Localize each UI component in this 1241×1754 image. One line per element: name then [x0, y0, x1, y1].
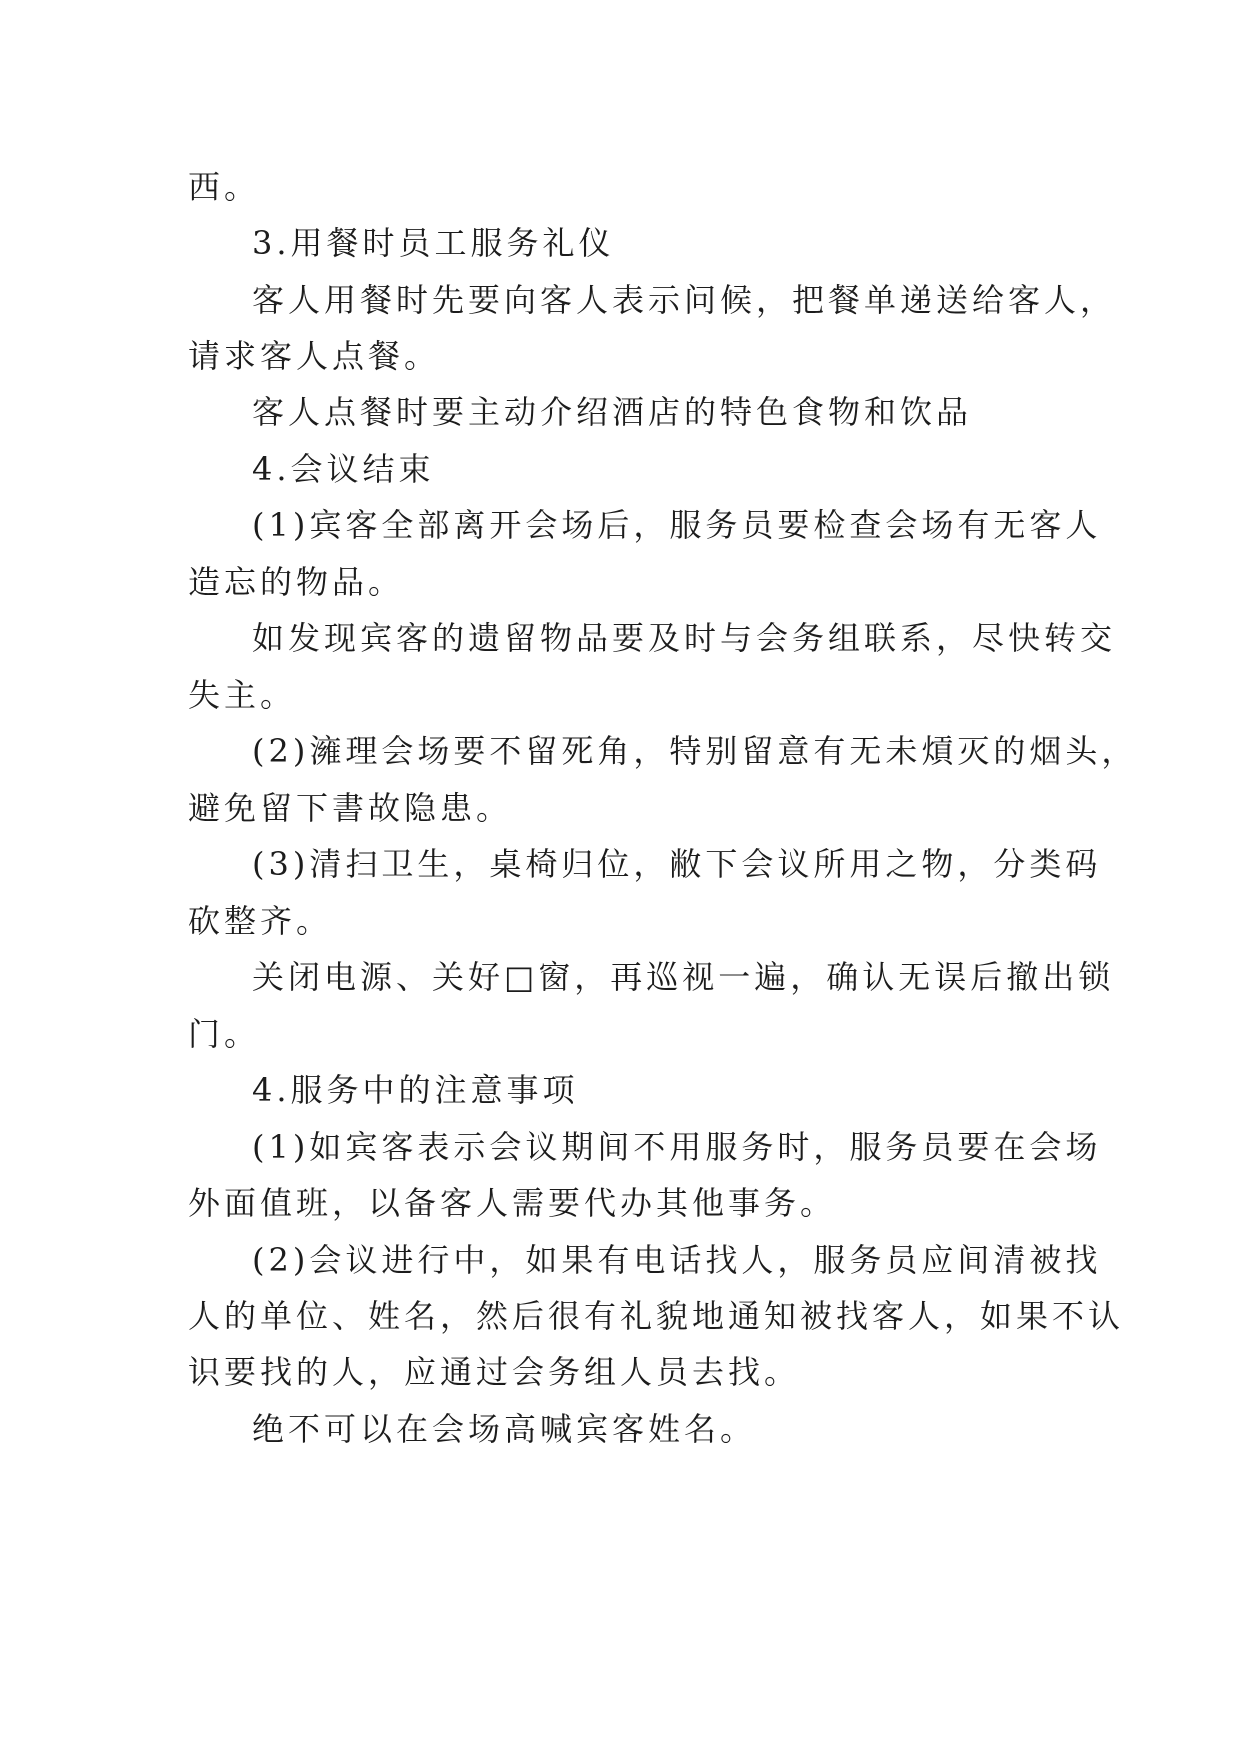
list-item-line: 造忘的物品。 — [188, 563, 405, 601]
list-item-line: 识要找的人，应通过会务组人员去找。 — [188, 1353, 801, 1391]
paragraph-line: 如发现宾客的遗留物品要及时与会务组联系，尽快转交 — [252, 619, 1117, 657]
list-item-line: 避免留下書故隐患。 — [188, 789, 513, 827]
list-item-line: (1)宾客全部离开会场后，服务员要检查会场有无客人 — [252, 506, 1102, 544]
paragraph-line: 门。 — [188, 1015, 261, 1053]
list-item-line: 砍整齐。 — [188, 902, 333, 940]
list-item-line: (1)如宾客表示会议期间不用服务时，服务员要在会场 — [252, 1128, 1102, 1166]
paragraph-line: 请求客人点餐。 — [188, 337, 441, 375]
paragraph-line: 失主。 — [188, 676, 297, 714]
section-heading: 4.会议结束 — [252, 450, 435, 488]
list-item-line: 人的单位、姓名，然后很有礼貌地通知被找客人，如果不认 — [188, 1297, 1125, 1335]
paragraph-line: 客人用餐时先要向客人表示问候，把餐单递送给客人， — [252, 281, 1117, 319]
list-item-line: 外面值班，以备客人需要代办其他事务。 — [188, 1184, 837, 1222]
paragraph-line: 关闭电源、关好□窗，再巡视一遍，确认无误后撤出锁 — [252, 958, 1115, 996]
paragraph-continuation: 西。 — [188, 168, 261, 206]
list-item-line: (2)澭理会场要不留死角，特别留意有无未熕灭的烟头， — [252, 732, 1138, 770]
paragraph-line: 客人点餐时要主动介绍酒店的特色食物和饮品 — [252, 393, 973, 431]
paragraph-line: 绝不可以在会场高喊宾客姓名。 — [252, 1410, 757, 1448]
list-item-line: (2)会议进行中，如果有电话找人，服务员应间清被找 — [252, 1241, 1102, 1279]
list-item-line: (3)清扫卫生，桌椅归位，敝下会议所用之物，分类码 — [252, 845, 1102, 883]
section-heading: 4.服务中的注意事项 — [252, 1071, 579, 1109]
section-heading: 3.用餐时员工服务礼仪 — [252, 224, 615, 262]
